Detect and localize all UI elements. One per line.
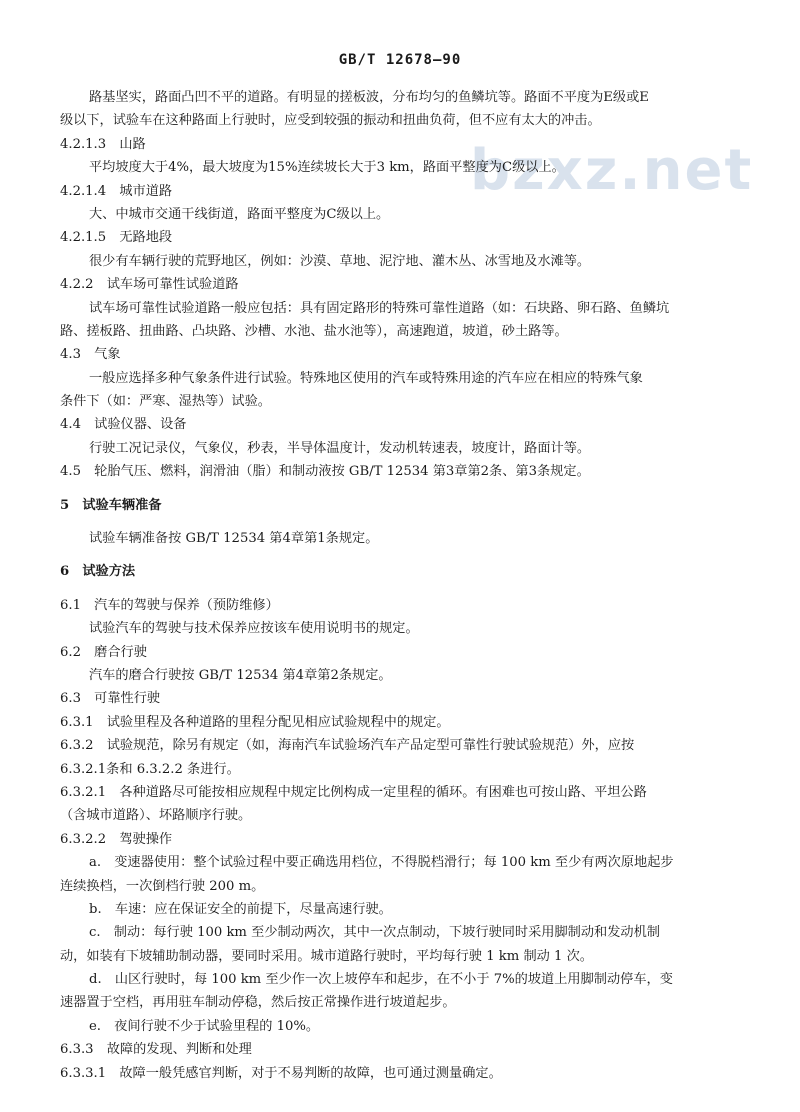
list-item: b. 车速：应在保证安全的前提下，尽量高速行驶。 [89,901,392,917]
paragraph-line: 汽车的磨合行驶按 GB/T 12534 第4章第2条规定。 [89,667,392,683]
document-body [60,86,750,1085]
paragraph-line: 速器置于空档，再用驻车制动停稳，然后按正常操作进行坡道起步。 [60,995,456,1011]
list-item: e. 夜间行驶不少于试验里程的 10%。 [89,1018,320,1034]
paragraph-line: 连续换档，一次倒档行驶 200 m。 [60,878,265,894]
paragraph-line: 条件下（如：严寒、湿热等）试验。 [60,394,271,410]
clause-heading: 4.2.2 试车场可靠性试验道路 [60,277,239,293]
paragraph-line: 试验车辆准备按 GB/T 12534 第4章第1条规定。 [89,531,379,547]
paragraph-line: 动，如装有下坡辅助制动器，要同时采用。城市道路行驶时，平均每行驶 1 km 制动 1 次。 [60,948,593,964]
paragraph-line: 大、中城市交通干线街道，路面平整度为C级以上。 [89,206,390,222]
paragraph-line: 平均坡度大于4%，最大坡度为15%连续坡长大于3 km，路面平整度为C级以上。 [89,160,565,176]
paragraph-line: 级以下，试验车在这种路面上行驶时，应受到较强的振动和扭曲负荷，但不应有太大的冲击。 [60,113,601,129]
clause-heading: 4.4 试验仪器、设备 [60,417,187,433]
paragraph-line: 6.3.2.1条和 6.3.2.2 条进行。 [60,761,240,777]
paragraph-line: 一般应选择多种气象条件进行试验。特殊地区使用的汽车或特殊用途的汽车应在相应的特殊气象 [89,370,643,386]
clause-heading: 6.3.3 故障的发现、判断和处理 [60,1042,252,1058]
clause-heading: 6.3.2.1 各种道路尽可能按相应规程中规定比例构成一定里程的循环。有困难也可按山路、平坦公路 [60,784,647,800]
clause-heading: 6.3.2 试验规范，除另有规定（如，海南汽车试验场汽车产品定型可靠性行驶试验规范）外，应按 [60,738,635,754]
list-item: d. 山区行驶时，每 100 km 至少作一次上坡停车和起步，在不小于 7%的坡道上用脚制动停车，变 [89,972,673,988]
section-heading: 6 试验方法 [60,564,136,580]
paragraph-line: 试验汽车的驾驶与技术保养应按该车使用说明书的规定。 [89,621,419,637]
watermark: bzxz.net [470,138,754,203]
clause-heading: 6.3.2.2 驾驶操作 [60,831,173,847]
list-item: c. 制动：每行驶 100 km 至少制动两次，其中一次点制动，下坡行驶同时采用脚制动和发动机制 [89,925,660,941]
paragraph-line: 很少有车辆行驶的荒野地区，例如：沙漠、草地、泥泞地、灌木丛、冰雪地及水滩等。 [89,253,591,269]
clause-heading: 4.2.1.3 山路 [60,136,146,152]
paragraph-line: （含城市道路）、坏路顺序行驶。 [60,808,252,824]
list-item: a. 变速器使用：整个试验过程中要正确选用档位，不得脱档滑行；每 100 km 至少有两次原地起步 [89,855,674,871]
clause-heading: 4.2.1.5 无路地段 [60,230,173,246]
paragraph-line: 行驶工况记录仪，气象仪，秒表，半导体温度计，发动机转速表，坡度计，路面计等。 [89,440,591,456]
clause-heading: 6.1 汽车的驾驶与保养（预防维修） [60,597,279,613]
paragraph-line: 试车场可靠性试验道路一般应包括：具有固定路形的特殊可靠性道路（如：石块路、卵石路、鱼鳞坑 [89,300,670,316]
section-heading: 5 试验车辆准备 [60,497,162,513]
clause-heading: 4.3 气象 [60,347,121,363]
clause-heading: 6.2 磨合行驶 [60,644,147,660]
paragraph-line: 路、搓板路、扭曲路、凸块路、沙槽、水池、盐水池等），高速跑道，坡道，砂土路等。 [60,323,568,339]
clause-heading: 6.3.1 试验里程及各种道路的里程分配见相应试验规程中的规定。 [60,714,450,730]
clause-heading: 6.3 可靠性行驶 [60,691,161,707]
page-header: GB/T 12678—90 [338,52,462,68]
clause-heading: 6.3.3.1 故障一般凭感官判断，对于不易判断的故障，也可通过测量确定。 [60,1065,502,1081]
paragraph-line: 路基坚实，路面凸凹不平的道路。有明显的搓板波，分布均匀的鱼鳞坑等。路面不平度为E级或E [89,90,649,105]
clause-heading: 4.5 轮胎气压、燃料，润滑油（脂）和制动液按 GB/T 12534 第3章第2条、第3条规定。 [60,464,590,480]
clause-heading: 4.2.1.4 城市道路 [60,183,173,199]
